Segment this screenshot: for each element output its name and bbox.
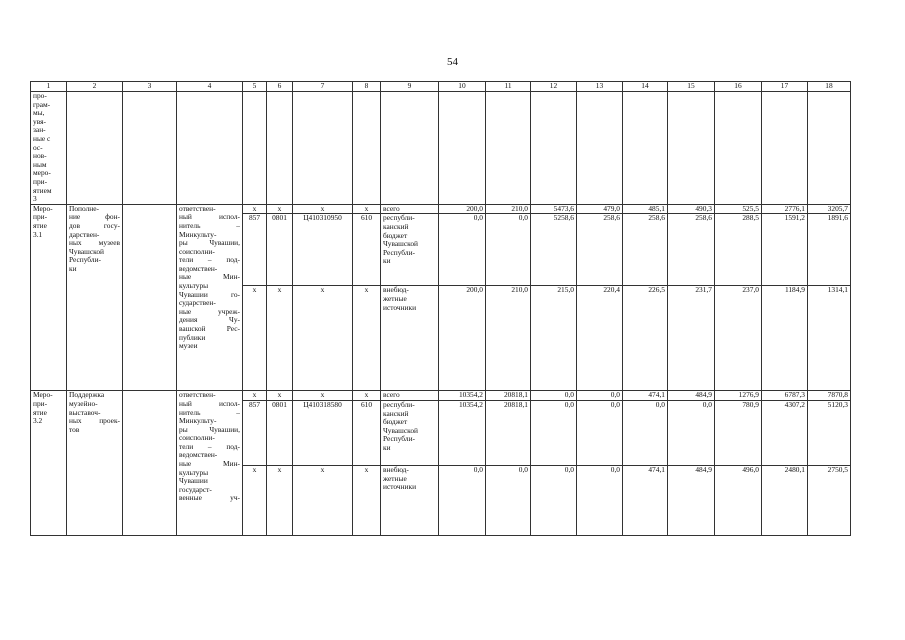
value-cell: 20818,1 <box>486 400 531 465</box>
continuation-line: про- <box>33 91 47 100</box>
funding-source-line: источники <box>383 302 417 312</box>
empty-cell <box>67 92 123 205</box>
funding-source <box>381 204 439 214</box>
responsible-executor <box>177 391 243 536</box>
empty-cell <box>808 92 851 205</box>
funding-source-line: Республи- <box>383 434 415 444</box>
section-code: 0801 <box>267 214 293 286</box>
value-cell: 215,0 <box>531 286 577 391</box>
section-code: x <box>267 391 293 401</box>
target-article: Ц410318580 <box>293 400 353 465</box>
responsible-line: вашской Рес- <box>179 324 240 334</box>
empty-cell <box>668 92 715 205</box>
responsible-line: Минкульту- <box>179 416 217 426</box>
measure-code-line: 3.1 <box>33 229 43 239</box>
value-cell: 2750,5 <box>808 465 851 535</box>
header-cell: 7 <box>293 82 353 92</box>
continuation-line: ятием <box>33 185 52 195</box>
measure-title-line: ки <box>69 263 77 273</box>
continuation-line: при- <box>33 176 48 186</box>
value-cell: 10354,2 <box>439 400 486 465</box>
continuation-line: увя- <box>33 116 46 126</box>
header-cell: 6 <box>267 82 293 92</box>
responsible-line: ры Чувашии, <box>179 238 240 248</box>
value-cell: 525,5 <box>715 204 762 214</box>
measure-title-line: тов <box>69 424 80 434</box>
continuation-line: нов- <box>33 151 47 161</box>
measure-title <box>67 204 123 391</box>
section-code: x <box>267 286 293 391</box>
empty-cell <box>293 92 353 205</box>
header-cell: 8 <box>353 82 381 92</box>
target-article: Ц410310950 <box>293 214 353 286</box>
header-cell: 17 <box>762 82 808 92</box>
responsible-line: ные Мин- <box>179 459 240 469</box>
funding-source <box>381 214 439 286</box>
target-article: x <box>293 465 353 535</box>
responsible-line: тели – под- <box>179 441 240 451</box>
funding-source-line: республи- <box>383 213 415 223</box>
empty-cell <box>267 92 293 205</box>
value-cell: 0,0 <box>486 214 531 286</box>
value-cell: 780,9 <box>715 400 762 465</box>
responsible-line: ведомствен- <box>179 263 218 273</box>
empty-cell <box>177 92 243 205</box>
funding-source-line: внебюд- <box>383 465 409 474</box>
responsible-line: государст- <box>179 484 212 494</box>
responsible-line: публики <box>179 332 206 342</box>
value-cell: 485,1 <box>623 204 668 214</box>
header-cell: 18 <box>808 82 851 92</box>
value-cell: 479,0 <box>577 204 623 214</box>
value-cell: 5258,6 <box>531 214 577 286</box>
measure-code-line: ятие <box>33 407 47 417</box>
empty-cell <box>353 92 381 205</box>
value-cell: 1276,9 <box>715 391 762 401</box>
responsible-line: ные Мин- <box>179 272 240 282</box>
empty-cell <box>123 92 177 205</box>
value-cell: 0,0 <box>531 400 577 465</box>
header-cell: 14 <box>623 82 668 92</box>
measure-title-line: Поддержка <box>69 390 105 400</box>
funding-source <box>381 286 439 391</box>
measure-title-line: Чувашской <box>69 246 105 256</box>
responsible-line: венные уч- <box>179 493 240 503</box>
measure-code-line: при- <box>33 398 48 408</box>
responsible-line: Чувашии го- <box>179 289 240 299</box>
responsible-line: Чувашии <box>179 476 208 486</box>
empty-cell <box>577 92 623 205</box>
grbs-code: x <box>243 204 267 214</box>
grbs-code: x <box>243 465 267 535</box>
measure-code-line: ятие <box>33 220 47 230</box>
budget-table <box>30 81 851 536</box>
measure-code <box>31 204 67 391</box>
measure-title-line: музейно- <box>69 398 98 408</box>
table-row <box>31 391 851 401</box>
header-cell: 16 <box>715 82 762 92</box>
measure-title-line: ных проек- <box>69 416 120 426</box>
header-cell: 3 <box>123 82 177 92</box>
funding-source-line: всего <box>383 204 400 213</box>
empty-cell <box>762 92 808 205</box>
empty-cell <box>531 92 577 205</box>
responsible-line: ный испол- <box>179 212 240 222</box>
responsible-line: соисполни- <box>179 246 215 256</box>
header-cell: 4 <box>177 82 243 92</box>
measure-title-line: Пополне- <box>69 204 99 213</box>
value-cell: 220,4 <box>577 286 623 391</box>
responsible-line: соисполни- <box>179 433 215 443</box>
header-cell: 15 <box>668 82 715 92</box>
responsible-line: ры Чувашии, <box>179 424 240 434</box>
responsible-line: ответствен- <box>179 390 216 400</box>
measure-title-line: дарствен- <box>69 229 100 239</box>
header-cell: 2 <box>67 82 123 92</box>
header-cell: 12 <box>531 82 577 92</box>
responsible-line: музеи <box>179 341 198 351</box>
expense-type: 610 <box>353 400 381 465</box>
value-cell: 237,0 <box>715 286 762 391</box>
value-cell: 5120,3 <box>808 400 851 465</box>
section-code: x <box>267 465 293 535</box>
expense-type: x <box>353 465 381 535</box>
table-row <box>31 204 851 214</box>
continuation-line: зан- <box>33 125 46 135</box>
value-cell: 0,0 <box>486 465 531 535</box>
funding-source-line: канский <box>383 408 409 418</box>
funding-source-line: жетные <box>383 293 407 303</box>
empty-cell <box>243 92 267 205</box>
responsible-line: нитель – <box>179 407 240 417</box>
responsible-line: культуры <box>179 281 209 291</box>
value-cell: 4307,2 <box>762 400 808 465</box>
value-cell: 496,0 <box>715 465 762 535</box>
value-cell: 200,0 <box>439 286 486 391</box>
value-cell: 0,0 <box>668 400 715 465</box>
value-cell: 0,0 <box>623 400 668 465</box>
value-cell: 484,9 <box>668 465 715 535</box>
funding-source-line: республи- <box>383 400 415 409</box>
responsible-line: тели – под- <box>179 255 240 265</box>
value-cell: 258,6 <box>668 214 715 286</box>
target-article: x <box>293 391 353 401</box>
value-cell: 210,0 <box>486 286 531 391</box>
empty-cell <box>123 204 177 391</box>
header-cell: 13 <box>577 82 623 92</box>
measure-code-line: при- <box>33 212 48 222</box>
funding-source <box>381 465 439 535</box>
empty-cell <box>623 92 668 205</box>
measure-title-line: ние фон- <box>69 212 120 222</box>
measure-code-line: 3.2 <box>33 416 43 426</box>
value-cell: 0,0 <box>577 400 623 465</box>
value-cell: 5473,6 <box>531 204 577 214</box>
page-number: 54 <box>447 56 458 68</box>
continuation-line: меро- <box>33 168 51 178</box>
expense-type: x <box>353 286 381 391</box>
value-cell: 1184,9 <box>762 286 808 391</box>
measure-code-line: Меро- <box>33 390 53 400</box>
continuation-line: ос- <box>33 142 43 152</box>
value-cell: 0,0 <box>531 465 577 535</box>
measure-code-line: Меро- <box>33 204 53 213</box>
continuation-text <box>31 92 67 205</box>
funding-source <box>381 391 439 401</box>
empty-cell <box>715 92 762 205</box>
value-cell: 288,5 <box>715 214 762 286</box>
responsible-line: сударствен- <box>179 298 216 308</box>
value-cell: 10354,2 <box>439 391 486 401</box>
responsible-line: ответствен- <box>179 204 216 213</box>
continuation-line: ные с <box>33 133 51 143</box>
section-code: 0801 <box>267 400 293 465</box>
measure-title <box>67 391 123 536</box>
value-cell: 490,3 <box>668 204 715 214</box>
value-cell: 1591,2 <box>762 214 808 286</box>
value-cell: 258,6 <box>577 214 623 286</box>
responsible-line: Минкульту- <box>179 229 217 239</box>
value-cell: 2480,1 <box>762 465 808 535</box>
header-cell: 5 <box>243 82 267 92</box>
continuation-line: грам- <box>33 99 51 109</box>
continuation-line: 3 <box>33 194 37 204</box>
grbs-code: x <box>243 391 267 401</box>
value-cell: 0,0 <box>577 391 623 401</box>
value-cell: 474,1 <box>623 465 668 535</box>
value-cell: 258,6 <box>623 214 668 286</box>
funding-source-line: ки <box>383 256 391 266</box>
funding-source-line: Республи- <box>383 247 415 257</box>
value-cell: 0,0 <box>439 214 486 286</box>
funding-source-line: источники <box>383 482 417 492</box>
value-cell: 3205,7 <box>808 204 851 214</box>
header-cell: 11 <box>486 82 531 92</box>
responsible-line: нитель – <box>179 220 240 230</box>
funding-source-line: бюджет <box>383 230 408 240</box>
continuation-line: ным <box>33 159 47 169</box>
responsible-line: дения Чу- <box>179 315 240 325</box>
responsible-line: культуры <box>179 467 209 477</box>
measure-title-line: выставоч- <box>69 407 101 417</box>
value-cell: 200,0 <box>439 204 486 214</box>
value-cell: 1314,1 <box>808 286 851 391</box>
value-cell: 0,0 <box>577 465 623 535</box>
value-cell: 474,1 <box>623 391 668 401</box>
empty-cell <box>486 92 531 205</box>
value-cell: 226,5 <box>623 286 668 391</box>
responsible-line: ные учреж- <box>179 306 240 316</box>
continuation-row <box>31 92 851 205</box>
empty-cell <box>123 391 177 536</box>
empty-cell <box>381 92 439 205</box>
grbs-code: x <box>243 286 267 391</box>
value-cell: 1891,6 <box>808 214 851 286</box>
value-cell: 7870,8 <box>808 391 851 401</box>
measure-title-line: дов госу- <box>69 220 120 230</box>
value-cell: 210,0 <box>486 204 531 214</box>
continuation-line: мы, <box>33 108 45 118</box>
funding-source-line: канский <box>383 221 409 231</box>
value-cell: 2776,1 <box>762 204 808 214</box>
value-cell: 20818,1 <box>486 391 531 401</box>
expense-type: 610 <box>353 214 381 286</box>
measure-title-line: Республи- <box>69 255 101 265</box>
value-cell: 484,9 <box>668 391 715 401</box>
funding-source-line: Чувашской <box>383 425 419 435</box>
funding-source-line: внебюд- <box>383 285 409 295</box>
header-row <box>31 82 851 92</box>
section-code: x <box>267 204 293 214</box>
grbs-code: 857 <box>243 400 267 465</box>
funding-source-line: жетные <box>383 473 407 483</box>
header-cell: 1 <box>31 82 67 92</box>
responsible-line: ный испол- <box>179 398 240 408</box>
funding-source <box>381 400 439 465</box>
target-article: x <box>293 204 353 214</box>
empty-cell <box>439 92 486 205</box>
grbs-code: 857 <box>243 214 267 286</box>
responsible-line: ведомствен- <box>179 450 218 460</box>
funding-source-line: бюджет <box>383 417 408 427</box>
funding-source-line: Чувашской <box>383 239 419 249</box>
responsible-executor <box>177 204 243 391</box>
funding-source-line: всего <box>383 390 400 400</box>
value-cell: 231,7 <box>668 286 715 391</box>
target-article: x <box>293 286 353 391</box>
value-cell: 6787,3 <box>762 391 808 401</box>
expense-type: x <box>353 204 381 214</box>
value-cell: 0,0 <box>439 465 486 535</box>
measure-title-line: ных музеев <box>69 238 120 248</box>
expense-type: x <box>353 391 381 401</box>
value-cell: 0,0 <box>531 391 577 401</box>
measure-code <box>31 391 67 536</box>
funding-source-line: ки <box>383 442 391 452</box>
header-cell: 10 <box>439 82 486 92</box>
header-cell: 9 <box>381 82 439 92</box>
